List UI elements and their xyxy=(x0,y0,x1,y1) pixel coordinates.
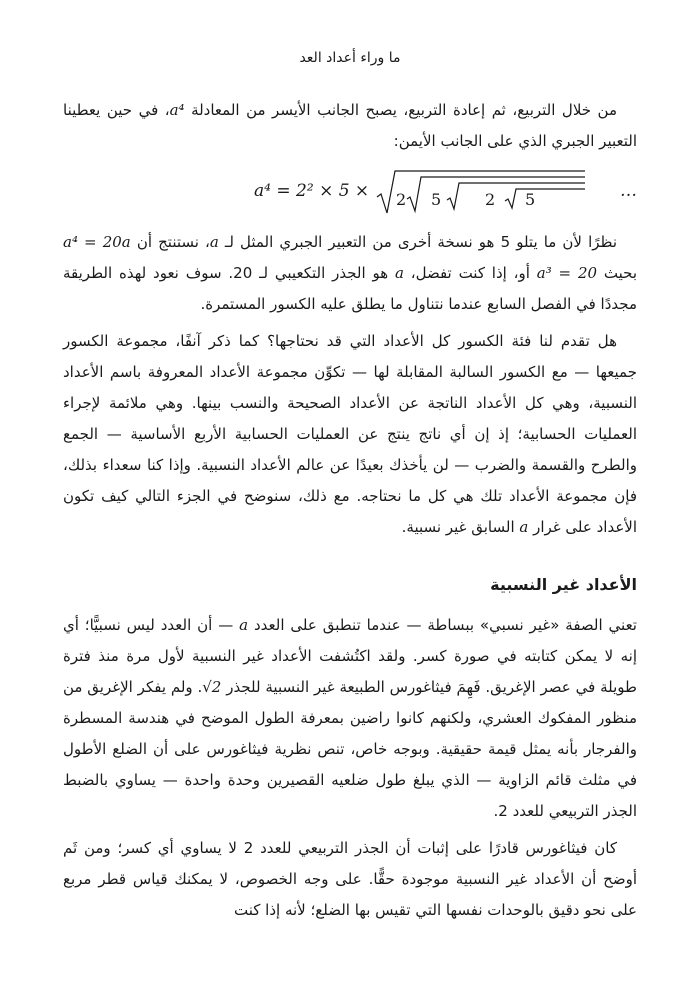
math-a3-20: a³ = 20 xyxy=(536,264,598,282)
paragraph-squaring xyxy=(63,95,637,157)
text-run: نظرًا لأن ما يتلو 5 هو نسخة أخرى من التعبير الجبري المثل لـ xyxy=(218,233,617,251)
text-run: من خلال التربيع، ثم إعادة التربيع، يصبح الجانب الأيسر من المعادلة xyxy=(184,101,618,119)
paragraph-irrational-definition xyxy=(63,610,637,827)
radical-digit: 2 xyxy=(484,189,495,209)
math-a4: a⁴ xyxy=(169,101,185,119)
text-run: هو الجذر التكعيبي لـ 20. سوف نعود لهذه الطريقة مجددًا في الفصل السابع عندما نتناول ما يطلق عليه الكسور المستمرة. xyxy=(63,264,637,313)
equation-ellipsis: … xyxy=(620,181,637,201)
radical-digit: 5 xyxy=(430,189,441,209)
running-header: ما وراء أعداد العد xyxy=(299,50,401,66)
paragraph-cube-root xyxy=(63,227,637,320)
paragraph-pythagoras-proof: كان فيثاغورس قادرًا على إثبات أن الجذر التربيعي للعدد 2 لا يساوي أي كسر؛ ومن ثَم أوضح أن الأعداد غير النسبية موجودة حقًّا. على وجه الخصوص، لا يمكنك قياس قطر مربع على نحو دقيق بالوحدات نفسها التي تقيس بها الضلع؛ لأنه إذا كنت xyxy=(63,839,637,919)
paragraph-rational-numbers xyxy=(63,326,637,543)
text-run: السابق غير نسبية. xyxy=(401,518,520,536)
math-a: a xyxy=(394,264,404,282)
math-a: a xyxy=(519,518,529,536)
text-run: ، نستنتج أن xyxy=(130,233,210,251)
radical-digit: 5 xyxy=(524,189,535,209)
math-a: a xyxy=(209,233,219,251)
equation-nested-radical xyxy=(63,163,637,219)
section-heading: الأعداد غير النسبية xyxy=(490,575,637,594)
text-run: هل تقدم لنا فئة الكسور كل الأعداد التي قد نحتاجها؟ كما ذكر آنفًا، مجموعة الكسور جميعها — مع الكسور السالبة المقابلة لها — تكوِّن مجموعة الأعداد المعروفة باسم الأعداد النسبية، وهي كل الأعداد الناتجة عن الأعداد الصحيحة والنسب بينها. وهي ملائمة لإجراء العمليات الحسابية؛ إذ إن أي ناتج ينتج عن العمليات الحسابية الأربع الأساسية — الجمع والطرح والقسمة والضرب — لن يأخذك بعيدًا عن عالم الأعداد النسبية. وإذا كنا سعداء بذلك، فإن مجموعة الأعداد تلك هي كل ما نحتاجه. مع ذلك، سنوضح في الجزء التالي كيف تكون الأعداد على غرار xyxy=(63,332,637,536)
math-sqrt2: √2 xyxy=(202,678,222,696)
text-run: تعني الصفة «غير نسبي» ببساطة — عندما تنطبق على العدد xyxy=(248,616,637,634)
text-run: ، في حين يعطينا التعبير الجبري الذي على الجانب الأيمن: xyxy=(63,101,637,150)
text-run: أو، إذا كنت تفضل، xyxy=(403,264,537,282)
equation-lhs: a⁴ = 2² × 5 × xyxy=(254,181,370,201)
radical-digit: 2 xyxy=(395,189,406,209)
text-run: بحيث xyxy=(597,264,637,282)
text-run: — أن العدد ليس نسبيًّا؛ أي إنه لا يمكن كتابته في صورة كسر. ولقد اكتُشفت الأعداد غير النسبية لأول مرة منذ فترة طويلة في عصر الإغريق. فَهِمَ فيثاغورس الطبيعة غير النسبية للجذر xyxy=(63,616,637,696)
text-run: . ولم يفكر الإغريق من منظور المفكوك العشري، ولكنهم كانوا راضين بمعرفة الطول الموضح في هندسة المسطرة والفرجار بأنه يمثل قيمة حقيقية. وبوجه خاص، تنص نظرية فيثاغورس على أن الضلع الأطول في مثلث قائم الزاوية — الذي يبلغ طول ضلعيه القصيرين وحدة واحدة — يساوي بالضبط الجذر التربيعي للعدد 2. xyxy=(63,678,637,820)
page-body xyxy=(63,95,637,932)
nested-radical-figure xyxy=(375,167,615,217)
math-a4-20a: a⁴ = 20a xyxy=(63,233,131,251)
math-a: a xyxy=(239,616,249,634)
